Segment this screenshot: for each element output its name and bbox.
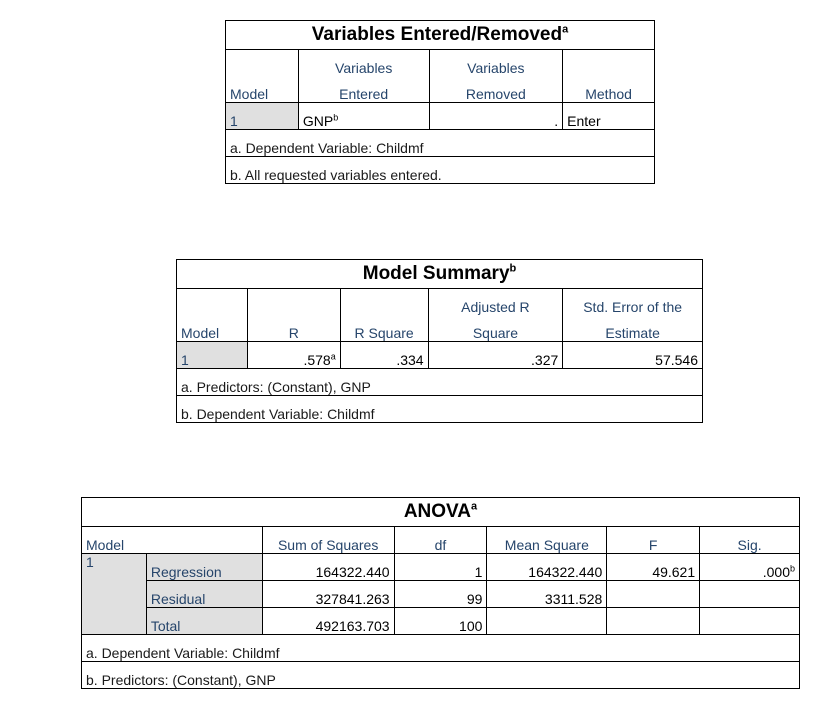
table-cell: 164322.440 (487, 554, 607, 581)
model-summary-table (176, 259, 703, 423)
table-row (82, 608, 800, 635)
table-title: Model Summary$^b$ (177, 260, 703, 289)
table-cell: 492163.703 (262, 608, 394, 635)
column-header: Sig. (700, 527, 800, 554)
footnote: b. Predictors: (Constant), GNP (82, 662, 800, 689)
column-header: Mean Square (487, 527, 607, 554)
column-header: Sum of Squares (262, 527, 394, 554)
footnote: a. Dependent Variable: Childmf (82, 635, 800, 662)
table-row (82, 581, 800, 608)
column-header: Model (82, 527, 263, 554)
footnote: b. Dependent Variable: Childmf (177, 396, 703, 423)
table-row (82, 554, 800, 581)
table-cell: .327 (428, 342, 563, 369)
column-header: Variables (298, 50, 429, 77)
column-header: R Square (340, 315, 428, 342)
row-label: Total (146, 608, 262, 635)
row-label: 1 (226, 103, 299, 130)
anova-table (81, 497, 800, 689)
column-header: Variables (429, 50, 563, 77)
column-header: Square (428, 315, 563, 342)
column-header: Model (226, 76, 299, 103)
table-cell (487, 608, 607, 635)
table-cell: .578$^a$ (247, 342, 340, 369)
column-header: Adjusted R (428, 289, 563, 316)
column-header: df (394, 527, 487, 554)
table-cell: 3311.528 (487, 581, 607, 608)
table-cell (700, 608, 800, 635)
table-row (226, 103, 655, 130)
column-header: F (607, 527, 700, 554)
column-header: Removed (429, 76, 563, 103)
column-header: Estimate (563, 315, 703, 342)
table-cell: .000$^b$ (700, 554, 800, 581)
table-cell: GNP$^b$ (298, 103, 429, 130)
table-cell: 99 (394, 581, 487, 608)
table-cell: 49.621 (607, 554, 700, 581)
column-header: Method (563, 76, 655, 103)
footnote: b. All requested variables entered. (226, 157, 655, 184)
column-header: R (247, 315, 340, 342)
table-cell: .334 (340, 342, 428, 369)
table-row (177, 342, 703, 369)
table-cell: 327841.263 (262, 581, 394, 608)
table-cell: 164322.440 (262, 554, 394, 581)
row-label: Residual (146, 581, 262, 608)
variables-entered-removed-table (225, 20, 655, 184)
row-label: 1 (177, 342, 248, 369)
column-header: Model (177, 315, 248, 342)
table-cell: 1 (394, 554, 487, 581)
table-title: ANOVA$^a$ (82, 498, 800, 527)
table-cell: 57.546 (563, 342, 703, 369)
row-label: 1 (82, 554, 147, 635)
footnote: a. Dependent Variable: Childmf (226, 130, 655, 157)
table-cell (607, 581, 700, 608)
footnote: a. Predictors: (Constant), GNP (177, 369, 703, 396)
column-header: Entered (298, 76, 429, 103)
table-cell: 100 (394, 608, 487, 635)
row-label: Regression (146, 554, 262, 581)
table-cell: . (429, 103, 563, 130)
table-cell: Enter (563, 103, 655, 130)
table-cell (607, 608, 700, 635)
table-cell (700, 581, 800, 608)
table-title: Variables Entered/Removed$^a$ (226, 21, 655, 50)
column-header: Std. Error of the (563, 289, 703, 316)
